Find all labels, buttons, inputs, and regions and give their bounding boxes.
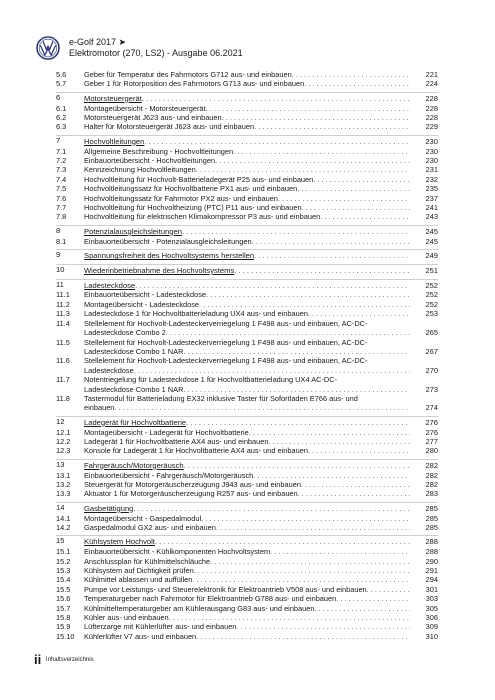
toc-entry-number: 11.7 bbox=[56, 375, 70, 385]
toc-entry[interactable] bbox=[56, 290, 438, 299]
toc-entry[interactable] bbox=[56, 604, 438, 613]
toc-entry[interactable] bbox=[56, 575, 438, 584]
toc-entry-number: 5.7 bbox=[56, 79, 67, 89]
toc-entry[interactable] bbox=[56, 156, 438, 165]
toc-entry-number: 15.5 bbox=[56, 584, 71, 594]
toc-entry-page: 243 bbox=[425, 212, 438, 222]
toc-entry-title: Anschlussplan für Kühlmittelschläuche bbox=[84, 556, 211, 566]
toc-dot-leader bbox=[297, 184, 410, 193]
toc-entry-title: Ladesteckdose Combo 1 NAR bbox=[84, 346, 184, 356]
toc-entry-page: 230 bbox=[425, 136, 438, 146]
toc-chapter[interactable] bbox=[56, 264, 438, 276]
toc-entry[interactable] bbox=[56, 203, 438, 212]
toc-dot-leader bbox=[308, 309, 410, 318]
toc-entry[interactable] bbox=[56, 585, 438, 594]
toc-dot-leader bbox=[234, 266, 410, 276]
toc-entry-number: 13.1 bbox=[56, 470, 71, 480]
toc-dot-leader bbox=[253, 471, 410, 480]
toc-entry[interactable] bbox=[56, 375, 438, 394]
toc-dot-leader bbox=[292, 70, 410, 79]
toc-entry-number: 11 bbox=[56, 279, 64, 289]
toc-entry-title: Ladesteckdose Combo 1 NAR bbox=[84, 384, 184, 394]
toc-entry-title: Gaspedalmodul GX2 aus- und einbauen bbox=[84, 522, 216, 532]
toc-dot-leader bbox=[210, 557, 410, 566]
toc-entry[interactable] bbox=[56, 594, 438, 603]
toc-entry-title: Ladesteckdose bbox=[84, 280, 136, 290]
toc-entry-title: Montageübersicht - Motorsteuergerät bbox=[84, 103, 206, 113]
toc-entry-number: 11.1 bbox=[56, 290, 70, 300]
toc-entry-page: 241 bbox=[425, 203, 438, 213]
toc-entry-page: 253 bbox=[425, 309, 438, 319]
toc-entry-number: 5.6 bbox=[56, 70, 67, 79]
toc-entry-number: 8.1 bbox=[56, 236, 67, 246]
toc-dot-leader bbox=[201, 514, 410, 523]
toc-entry[interactable] bbox=[56, 632, 438, 641]
toc-dot-leader bbox=[133, 504, 410, 514]
toc-dot-leader bbox=[254, 122, 410, 131]
toc-entry-title: Montageübersicht - Gaspedalmodul bbox=[84, 513, 202, 523]
toc-entry-page: 245 bbox=[425, 226, 438, 236]
toc-entry-title: Geber für Temperatur des Fahrmotors G712 aus- und einbauen bbox=[84, 70, 292, 79]
toc-entry[interactable] bbox=[56, 165, 438, 174]
toc-dot-leader bbox=[194, 566, 410, 575]
toc-entry[interactable] bbox=[56, 309, 438, 318]
toc-entry[interactable] bbox=[56, 622, 438, 631]
toc-dot-leader bbox=[144, 137, 410, 147]
toc-entry-page: 283 bbox=[425, 489, 438, 499]
toc-entry-page: 285 bbox=[425, 503, 438, 513]
toc-entry-page: 291 bbox=[425, 566, 438, 575]
toc-dot-leader bbox=[315, 604, 411, 613]
toc-entry-page: 252 bbox=[425, 280, 438, 290]
toc-entry-page: 280 bbox=[425, 446, 438, 456]
toc-entry[interactable] bbox=[56, 319, 438, 338]
toc-entry-page: 310 bbox=[425, 631, 438, 641]
toc-entry-number: 15 bbox=[56, 536, 65, 546]
toc-entry-page: 301 bbox=[425, 584, 438, 594]
toc-entry-page: 288 bbox=[425, 547, 438, 557]
toc-dot-leader bbox=[215, 156, 410, 165]
toc-entry-title: Motorsteuergerät J623 aus- und einbauen bbox=[84, 113, 222, 123]
toc-entry-title: Hochvoltleitung für elektrischen Klimakompressor P3 aus- und einbauen bbox=[84, 212, 321, 222]
toc-entry-page: 221 bbox=[425, 70, 438, 79]
toc-entry-page: 228 bbox=[425, 113, 438, 123]
toc-entry-title: Notentriegelung für Ladesteckdose 1 für Hochvoltbatterieladung UX4 AC-DC- bbox=[84, 375, 338, 385]
toc-entry-page: 290 bbox=[425, 556, 438, 566]
toc-entry-number: 11.8 bbox=[56, 393, 70, 403]
toc-chapter[interactable] bbox=[56, 135, 438, 147]
toc-entry-title: Einbauorteübersicht - Potenzialausgleichsleitungen bbox=[84, 236, 252, 246]
toc-dot-leader bbox=[298, 489, 410, 498]
toc-entry-number: 15.1 bbox=[56, 547, 71, 557]
toc-entry[interactable] bbox=[56, 356, 438, 375]
toc-dot-leader bbox=[233, 147, 410, 156]
toc-entry-title: Kühler aus- und einbauen bbox=[84, 613, 169, 623]
toc-entry-title: Tastermodul für Batterieladung EX32 inklusive Taster für Sofortladen E766 aus- und bbox=[84, 393, 358, 403]
toc-dot-leader bbox=[313, 175, 410, 184]
toc-entry-title: Ladesteckdose 1 für Hochvoltbatterieladung UX4 aus- und einbauen bbox=[84, 309, 308, 319]
toc-dot-leader bbox=[196, 165, 410, 174]
toc-entry-title: Hochvoltleitungssatz für Fahrmotor PX2 aus- und einbauen bbox=[84, 193, 278, 203]
toc-entry-number: 7.7 bbox=[56, 203, 67, 213]
toc-entry-page: 230 bbox=[425, 156, 438, 166]
toc-entry-number: 7 bbox=[56, 135, 61, 145]
toc-entry-title: Einbauorteübersicht - Fahrgeräusch/Motorgeräusch bbox=[84, 470, 254, 480]
toc-entry-number: 15.7 bbox=[56, 603, 71, 613]
toc-dot-leader bbox=[206, 104, 410, 113]
toc-entry-number: 7.5 bbox=[56, 184, 67, 194]
toc-dot-leader bbox=[302, 203, 410, 212]
toc-dot-leader bbox=[336, 594, 410, 603]
footer-section-title: Inhaltsverzeichnis bbox=[45, 656, 94, 663]
toc-entry-number: 10 bbox=[56, 264, 65, 274]
toc-entry-number: 11.2 bbox=[56, 299, 70, 309]
toc-entry[interactable] bbox=[56, 480, 438, 489]
toc-entry-title: Lüfterzarge mit Kühlerlüfter aus- und einbauen bbox=[84, 622, 237, 632]
toc-entry-title: Motorsteuergerät bbox=[84, 93, 142, 103]
toc-entry-number: 11.4 bbox=[56, 318, 70, 328]
toc-dot-leader bbox=[367, 585, 410, 594]
page-footer bbox=[34, 652, 94, 667]
toc-entry[interactable] bbox=[56, 212, 438, 221]
toc-entry-number: 12.1 bbox=[56, 427, 71, 437]
toc-entry-number: 15.2 bbox=[56, 556, 71, 566]
toc-entry-title: Spannungsfreiheit des Hochvoltsystems herstellen bbox=[84, 251, 255, 261]
toc-chapter[interactable] bbox=[56, 535, 438, 547]
toc-entry[interactable] bbox=[56, 70, 438, 79]
toc-entry-number: 9 bbox=[56, 250, 61, 260]
toc-dot-leader bbox=[135, 281, 410, 291]
toc-entry-page: 237 bbox=[425, 193, 438, 203]
toc-entry[interactable] bbox=[56, 113, 438, 122]
toc-entry-page: 230 bbox=[425, 146, 438, 156]
toc-entry-title: Einbauorteübersicht - Ladesteckdose bbox=[84, 290, 207, 300]
toc-entry-title: Montageübersicht - Ladesteckdose bbox=[84, 299, 200, 309]
toc-entry-number: 7.6 bbox=[56, 193, 67, 203]
toc-entry-page: 249 bbox=[425, 251, 438, 261]
toc-entry-title: Geber 1 für Rotorposition des Fahrmotors G713 aus- und einbauen bbox=[84, 79, 305, 89]
toc-entry-page: 282 bbox=[425, 479, 438, 489]
toc-entry-title: Aktuator 1 für Motorgeräuscherzeugung R257 aus- und einbauen bbox=[84, 489, 298, 499]
toc-dot-leader bbox=[270, 547, 410, 556]
toc-dot-leader bbox=[249, 428, 410, 437]
document-header bbox=[36, 36, 476, 68]
toc-entry-title: Stellelement für Hochvolt-Ladesteckerverriegelung 1 F498 aus- und einbauen, AC-DC- bbox=[84, 318, 368, 328]
toc-entry[interactable] bbox=[56, 471, 438, 480]
toc-entry-number: 15.8 bbox=[56, 613, 71, 623]
toc-entry[interactable] bbox=[56, 547, 438, 556]
toc-chapter[interactable] bbox=[56, 249, 438, 261]
toc-entry[interactable] bbox=[56, 122, 438, 131]
toc-entry-title: Ladesteckdose bbox=[84, 365, 134, 375]
toc-chapter[interactable] bbox=[56, 92, 438, 104]
toc-entry-page: 273 bbox=[425, 384, 438, 394]
toc-entry-title: Ladegerät für Hochvoltbatterie bbox=[84, 417, 187, 427]
toc-entry-number: 6 bbox=[56, 92, 61, 102]
toc-entry[interactable] bbox=[56, 437, 438, 446]
toc-entry-number: 15.6 bbox=[56, 594, 71, 604]
toc-entry-page: 305 bbox=[425, 603, 438, 613]
toc-entry[interactable] bbox=[56, 557, 438, 566]
toc-entry-title: Hochvoltleitung für Hochvolt-Batterieladegerät P25 aus- und einbauen bbox=[84, 174, 314, 184]
table-of-contents bbox=[56, 70, 438, 641]
toc-entry-page: 282 bbox=[425, 460, 438, 470]
toc-entry-title: Fahrgeräusch/Motorgeräusch bbox=[84, 460, 184, 470]
toc-entry-number: 15.9 bbox=[56, 622, 71, 632]
toc-entry[interactable] bbox=[56, 428, 438, 437]
toc-entry[interactable] bbox=[56, 338, 438, 357]
toc-entry[interactable] bbox=[56, 175, 438, 184]
toc-dot-leader bbox=[142, 94, 410, 104]
toc-chapter[interactable] bbox=[56, 502, 438, 514]
toc-entry[interactable] bbox=[56, 523, 438, 532]
toc-entry[interactable] bbox=[56, 147, 438, 156]
toc-entry-number: 11.6 bbox=[56, 356, 70, 366]
toc-dot-leader bbox=[134, 366, 410, 375]
toc-entry-title: Konsole für Ladegerät 1 für Hochvoltbatterie AX4 aus- und einbauen bbox=[84, 446, 308, 456]
toc-entry-page: 252 bbox=[425, 290, 438, 300]
toc-dot-leader bbox=[196, 632, 410, 641]
toc-dot-leader bbox=[236, 622, 410, 631]
toc-dot-leader bbox=[192, 575, 410, 584]
toc-entry-page: 245 bbox=[425, 236, 438, 246]
toc-entry-page: 231 bbox=[425, 165, 438, 175]
toc-entry-number: 12.3 bbox=[56, 446, 71, 456]
toc-chapter[interactable] bbox=[56, 459, 438, 471]
toc-entry-number: 15.3 bbox=[56, 566, 71, 575]
toc-entry-title: Potenzialausgleichsleitungen bbox=[84, 226, 182, 236]
toc-dot-leader bbox=[182, 227, 410, 237]
toc-entry-page: 294 bbox=[425, 575, 438, 585]
toc-entry[interactable] bbox=[56, 184, 438, 193]
toc-entry-number: 12 bbox=[56, 416, 65, 426]
toc-chapter[interactable] bbox=[56, 279, 438, 291]
toc-entry-number: 13 bbox=[56, 459, 65, 469]
toc-entry-title: Hochvoltleitungssatz für Hochvoltbatterie PX1 aus- und einbauen bbox=[84, 184, 298, 194]
toc-entry-number: 15.10 bbox=[56, 631, 75, 641]
vw-logo-icon bbox=[36, 36, 60, 60]
toc-entry-page: 235 bbox=[425, 184, 438, 194]
toc-entry-number: 7.4 bbox=[56, 174, 67, 184]
toc-entry-title: Halter für Motorsteuergerät J623 aus- und einbauen bbox=[84, 122, 255, 132]
toc-entry-title: einbauen bbox=[84, 403, 115, 413]
toc-entry-page: 270 bbox=[425, 365, 438, 375]
toc-entry-page: 228 bbox=[425, 103, 438, 113]
toc-dot-leader bbox=[254, 251, 410, 261]
toc-dot-leader bbox=[166, 328, 410, 337]
toc-dot-leader bbox=[114, 403, 410, 412]
toc-dot-leader bbox=[308, 446, 410, 455]
toc-entry-page: 303 bbox=[425, 594, 438, 604]
toc-entry-number: 14.1 bbox=[56, 513, 71, 523]
toc-entry[interactable] bbox=[56, 613, 438, 622]
toc-entry[interactable] bbox=[56, 446, 438, 455]
toc-entry-number: 11.5 bbox=[56, 337, 70, 347]
toc-entry-number: 13.3 bbox=[56, 489, 71, 499]
toc-entry[interactable] bbox=[56, 237, 438, 246]
toc-dot-leader bbox=[301, 480, 410, 489]
toc-dot-leader bbox=[320, 212, 410, 221]
toc-entry-page: 285 bbox=[425, 522, 438, 532]
toc-entry-number: 6.3 bbox=[56, 122, 67, 132]
toc-dot-leader bbox=[216, 523, 410, 532]
toc-entry-page: 282 bbox=[425, 470, 438, 480]
toc-entry-page: 306 bbox=[425, 613, 438, 623]
toc-entry-title: Kühlsystem Hochvolt bbox=[84, 537, 155, 547]
toc-entry-title: Kühlmittel ablassen und auffüllen bbox=[84, 575, 193, 585]
toc-dot-leader bbox=[206, 290, 410, 299]
toc-entry[interactable] bbox=[56, 79, 438, 88]
toc-dot-leader bbox=[222, 113, 410, 122]
toc-entry-number: 12.2 bbox=[56, 436, 71, 446]
toc-entry-number: 14.2 bbox=[56, 522, 71, 532]
toc-entry-title: Kennzeichnung Hochvoltleitungen bbox=[84, 165, 196, 175]
toc-entry-page: 265 bbox=[425, 328, 438, 338]
toc-entry-title: Stellelement für Hochvolt-Ladesteckerverriegelung 1 F498 aus- und einbauen, AC-DC- bbox=[84, 337, 368, 347]
toc-chapter[interactable] bbox=[56, 225, 438, 237]
toc-entry[interactable] bbox=[56, 514, 438, 523]
toc-entry-number: 7.1 bbox=[56, 146, 67, 156]
toc-entry-title: Gasbetätigung bbox=[84, 503, 134, 513]
toc-entry-title: Einbauorteübersicht - Kühlkomponenten Hochvoltsystem bbox=[84, 547, 271, 557]
toc-entry-page: 276 bbox=[425, 417, 438, 427]
toc-entry-page: 229 bbox=[425, 122, 438, 132]
toc-entry[interactable] bbox=[56, 194, 438, 203]
toc-entry-number: 7.8 bbox=[56, 212, 67, 222]
toc-entry-page: 224 bbox=[425, 79, 438, 89]
toc-entry-page: 232 bbox=[425, 174, 438, 184]
toc-entry-title: Pumpe vor Leistungs- und Steuerelektronik für Elektroantrieb V508 aus- und einbauen bbox=[84, 584, 367, 594]
toc-entry-title: Stellelement für Hochvolt-Ladesteckerverriegelung 1 F498 aus- und einbauen, AC-DC- bbox=[84, 356, 368, 366]
toc-entry-title: Temperaturgeber nach Fahrmotor für Elektroantrieb G788 aus- und einbauen bbox=[84, 594, 337, 604]
toc-entry-page: 277 bbox=[425, 436, 438, 446]
toc-dot-leader bbox=[155, 537, 410, 547]
toc-entry-number: 6.2 bbox=[56, 113, 67, 123]
toc-entry-title: Kühlsystem auf Dichtigkeit prüfen bbox=[84, 566, 194, 575]
toc-entry-title: Ladegerät 1 für Hochvoltbatterie AX4 aus- und einbauen bbox=[84, 436, 269, 446]
toc-dot-leader bbox=[252, 237, 410, 246]
toc-entry-page: 251 bbox=[425, 265, 438, 275]
toc-entry-title: Allgemeine Beschreibung - Hochvoltleitungen bbox=[84, 146, 234, 156]
toc-dot-leader bbox=[183, 347, 410, 356]
toc-entry[interactable] bbox=[56, 489, 438, 498]
header-model: e-Golf 2017 ➤ bbox=[69, 37, 127, 47]
toc-entry-number: 15.4 bbox=[56, 575, 71, 585]
toc-dot-leader bbox=[304, 79, 410, 88]
toc-entry-number: 7.3 bbox=[56, 165, 67, 175]
toc-dot-leader bbox=[278, 194, 410, 203]
toc-entry-title: Wiederinbetriebnahme des Hochvoltsystems bbox=[84, 265, 235, 275]
toc-entry-page: 276 bbox=[425, 427, 438, 437]
page-number: ii bbox=[34, 652, 42, 667]
toc-entry-number: 14 bbox=[56, 502, 65, 512]
toc-entry-page: 228 bbox=[425, 93, 438, 103]
toc-dot-leader bbox=[268, 437, 410, 446]
toc-entry-number: 13.2 bbox=[56, 479, 71, 489]
toc-dot-leader bbox=[184, 461, 410, 471]
toc-entry-number: 11.3 bbox=[56, 309, 70, 319]
toc-entry-title: Hochvoltleitungen bbox=[84, 136, 145, 146]
toc-entry-title: Steuergerät für Motorgeräuscherzeugung J943 aus- und einbauen bbox=[84, 479, 301, 489]
toc-entry-title: Einbauorteübersicht - Hochvoltleitungen bbox=[84, 156, 216, 166]
toc-entry[interactable] bbox=[56, 300, 438, 309]
toc-entry-number: 8 bbox=[56, 225, 61, 235]
toc-entry-page: 288 bbox=[425, 537, 438, 547]
toc-chapter[interactable] bbox=[56, 416, 438, 428]
toc-entry-title: Hochvoltleitung für Hochvoltheizung (PTC) P11 aus- und einbauen bbox=[84, 203, 302, 213]
toc-entry[interactable] bbox=[56, 394, 438, 413]
toc-dot-leader bbox=[199, 300, 410, 309]
toc-entry-page: 252 bbox=[425, 299, 438, 309]
toc-entry[interactable] bbox=[56, 566, 438, 575]
toc-entry-number: 7.2 bbox=[56, 156, 67, 166]
toc-entry-page: 285 bbox=[425, 513, 438, 523]
toc-entry-page: 274 bbox=[425, 403, 438, 413]
toc-entry-number: 6.1 bbox=[56, 103, 67, 113]
toc-entry[interactable] bbox=[56, 104, 438, 113]
toc-entry-title: Kühlmitteltemperaturgeber am Kühlerausgang G83 aus- und einbauen bbox=[84, 603, 315, 613]
toc-entry-page: 309 bbox=[425, 622, 438, 632]
toc-dot-leader bbox=[183, 385, 410, 394]
toc-dot-leader bbox=[169, 613, 410, 622]
toc-entry-page: 267 bbox=[425, 346, 438, 356]
toc-entry-title: Montageübersicht - Ladegerät für Hochvoltbatterie bbox=[84, 427, 249, 437]
toc-entry-title: Kühlerlüfter V7 aus- und einbauen bbox=[84, 631, 197, 641]
toc-dot-leader bbox=[186, 418, 410, 428]
header-edition: Elektromotor (270, LS2) - Ausgabe 06.2021 bbox=[69, 48, 243, 58]
toc-entry-title: Ladesteckdose Combo 2 bbox=[84, 328, 166, 338]
